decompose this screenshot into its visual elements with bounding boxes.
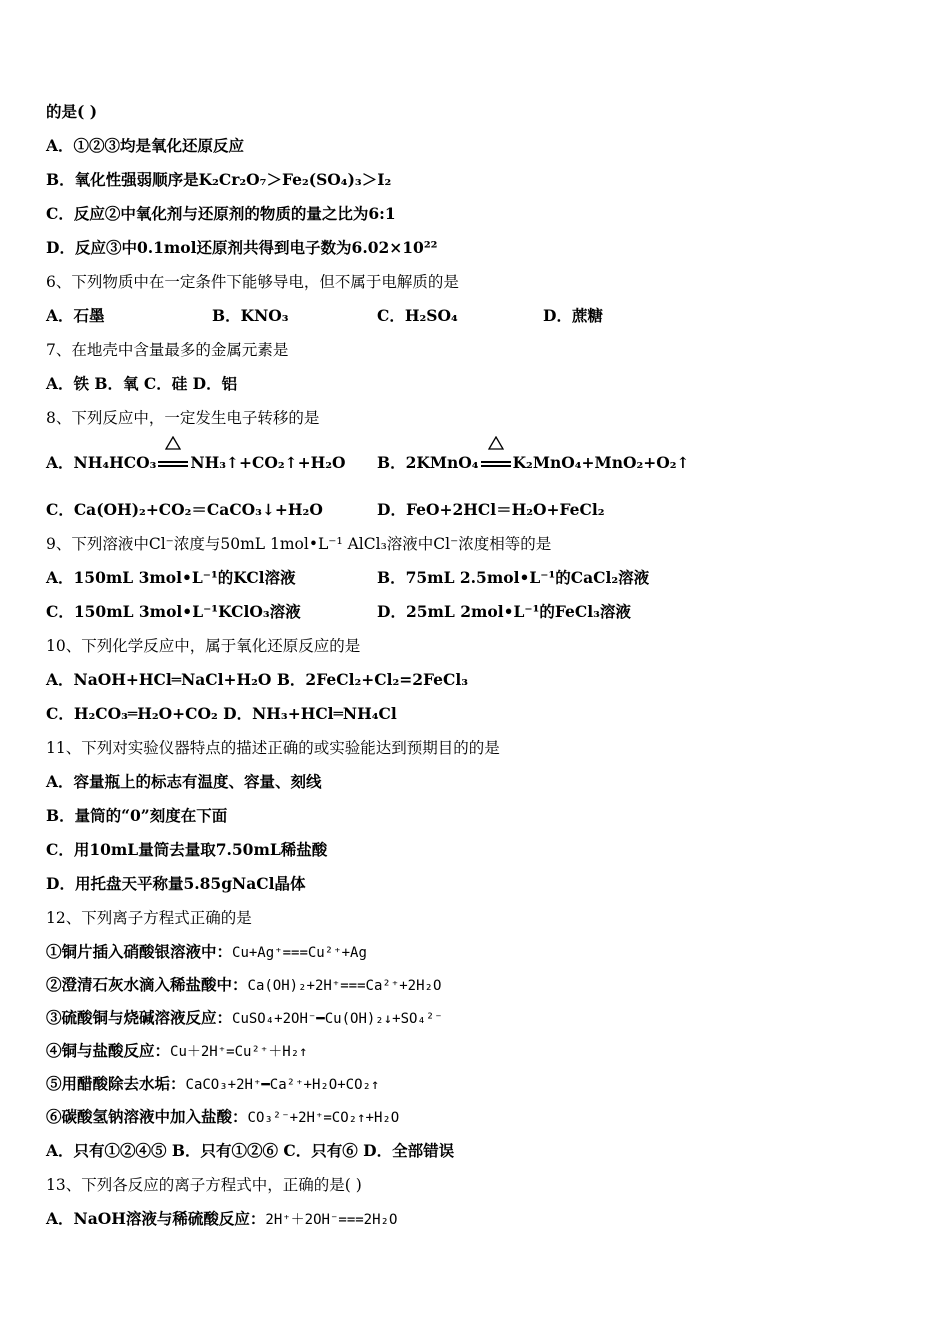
q12-statement-3-label: ③硫酸铜与烧碱溶液反应： <box>46 1008 233 1027</box>
triangle-icon <box>165 436 181 450</box>
q8-option-c: C．Ca(OH)₂+CO₂＝CaCO₃↓+H₂O <box>46 500 323 519</box>
q13-option-a-label: A．NaOH溶液与稀硫酸反应： <box>46 1209 266 1228</box>
q12-statement-2 <box>46 975 441 996</box>
q5-option-c: C．反应②中氧化剂与还原剂的物质的量之比为6:1 <box>46 204 396 223</box>
q5-stem-tail: 的是( ) <box>46 102 98 121</box>
q13-option-a-equation: 2H⁺＋2OH⁻===2H₂O <box>265 1212 398 1228</box>
q8-b-reactant: B．2KMnO₄ <box>377 453 479 472</box>
q11-stem: 11、下列对实验仪器特点的描述正确的或实验能达到预期目的的是 <box>46 739 500 757</box>
q6-option-a: A．石墨 <box>46 306 105 325</box>
heat-equals-sign <box>158 454 188 474</box>
q6-option-b: B．KNO₃ <box>212 306 289 325</box>
q12-options: A．只有①②④⑤ B．只有①②⑥ C．只有⑥ D．全部错误 <box>46 1141 455 1160</box>
q9-option-d: D．25mL 2mol•L⁻¹的FeCl₃溶液 <box>377 602 631 621</box>
q10-stem: 10、下列化学反应中，属于氧化还原反应的是 <box>46 637 361 655</box>
q8-a-reactant: A．NH₄HCO₃ <box>46 453 157 472</box>
q12-statement-5-equation: CaCO₃+2H⁺━Ca²⁺+H₂O+CO₂↑ <box>185 1077 380 1093</box>
q8-option-a <box>46 453 346 474</box>
q12-statement-1-label: ①铜片插入硝酸银溶液中： <box>46 942 233 961</box>
q9-option-c: C．150mL 3mol•L⁻¹KClO₃溶液 <box>46 602 301 621</box>
q12-statement-4-equation: Cu＋2H⁺=Cu²⁺＋H₂↑ <box>170 1044 308 1060</box>
q6-stem: 6、下列物质中在一定条件下能够导电，但不属于电解质的是 <box>46 273 459 291</box>
q12-statement-1-equation: Cu+Ag⁺===Cu²⁺+Ag <box>232 945 367 961</box>
q11-option-c: C．用10mL量筒去量取7.50mL稀盐酸 <box>46 840 328 859</box>
q8-option-d: D．FeO+2HCl＝H₂O+FeCl₂ <box>377 500 605 519</box>
q11-option-d: D．用托盘天平称量5.85gNaCl晶体 <box>46 874 306 893</box>
q12-statement-2-equation: Ca(OH)₂+2H⁺===Ca²⁺+2H₂O <box>247 978 442 994</box>
q12-statement-6-label: ⑥碳酸氢钠溶液中加入盐酸： <box>46 1107 248 1126</box>
q12-statement-2-label: ②澄清石灰水滴入稀盐酸中： <box>46 975 248 994</box>
q5-option-d: D．反应③中0.1mol还原剂共得到电子数为6.02×10²² <box>46 238 438 257</box>
q12-statement-5-label: ⑤用醋酸除去水垢： <box>46 1074 186 1093</box>
q9-option-a: A．150mL 3mol•L⁻¹的KCl溶液 <box>46 568 296 587</box>
q7-options: A．铁 B．氧 C．硅 D．铝 <box>46 374 238 393</box>
q5-option-a: A．①②③均是氧化还原反应 <box>46 136 245 155</box>
q12-statement-6 <box>46 1107 399 1128</box>
q8-b-products: K₂MnO₄+MnO₂+O₂↑ <box>512 453 690 472</box>
q6-option-c: C．H₂SO₄ <box>377 306 458 325</box>
q12-statement-5 <box>46 1074 379 1095</box>
q8-option-b <box>377 453 690 474</box>
q8-a-products: NH₃↑+CO₂↑+H₂O <box>190 453 346 472</box>
q13-stem: 13、下列各反应的离子方程式中，正确的是( ) <box>46 1176 362 1194</box>
q6-option-d: D．蔗糖 <box>543 306 603 325</box>
q9-stem: 9、下列溶液中Cl⁻浓度与50mL 1mol•L⁻¹ AlCl₃溶液中Cl⁻浓度相等的是 <box>46 535 552 553</box>
q10-options-cd: C．H₂CO₃═H₂O+CO₂ D．NH₃+HCl═NH₄Cl <box>46 704 397 723</box>
q12-statement-4-label: ④铜与盐酸反应： <box>46 1041 171 1060</box>
q7-stem: 7、在地壳中含量最多的金属元素是 <box>46 341 289 359</box>
heat-equals-sign <box>481 454 511 474</box>
q5-option-b: B．氧化性强弱顺序是K₂Cr₂O₇＞Fe₂(SO₄)₃＞I₂ <box>46 170 392 189</box>
q9-option-b: B．75mL 2.5mol•L⁻¹的CaCl₂溶液 <box>377 568 650 587</box>
q12-stem: 12、下列离子方程式正确的是 <box>46 909 252 927</box>
q12-statement-6-equation: CO₃²⁻+2H⁺=CO₂↑+H₂O <box>247 1110 400 1126</box>
q11-option-b: B．量筒的“0”刻度在下面 <box>46 806 228 825</box>
q12-statement-1 <box>46 942 367 963</box>
q8-stem: 8、下列反应中，一定发生电子转移的是 <box>46 409 320 427</box>
q12-statement-4 <box>46 1041 308 1062</box>
q12-statement-3-equation: CuSO₄+2OH⁻━Cu(OH)₂↓+SO₄²⁻ <box>232 1011 443 1027</box>
q10-options-ab: A．NaOH+HCl═NaCl+H₂O B．2FeCl₂+Cl₂=2FeCl₃ <box>46 670 469 689</box>
q12-statement-3 <box>46 1008 443 1029</box>
q13-option-a <box>46 1209 397 1230</box>
triangle-icon <box>488 436 504 450</box>
q11-option-a: A．容量瓶上的标志有温度、容量、刻线 <box>46 772 322 791</box>
